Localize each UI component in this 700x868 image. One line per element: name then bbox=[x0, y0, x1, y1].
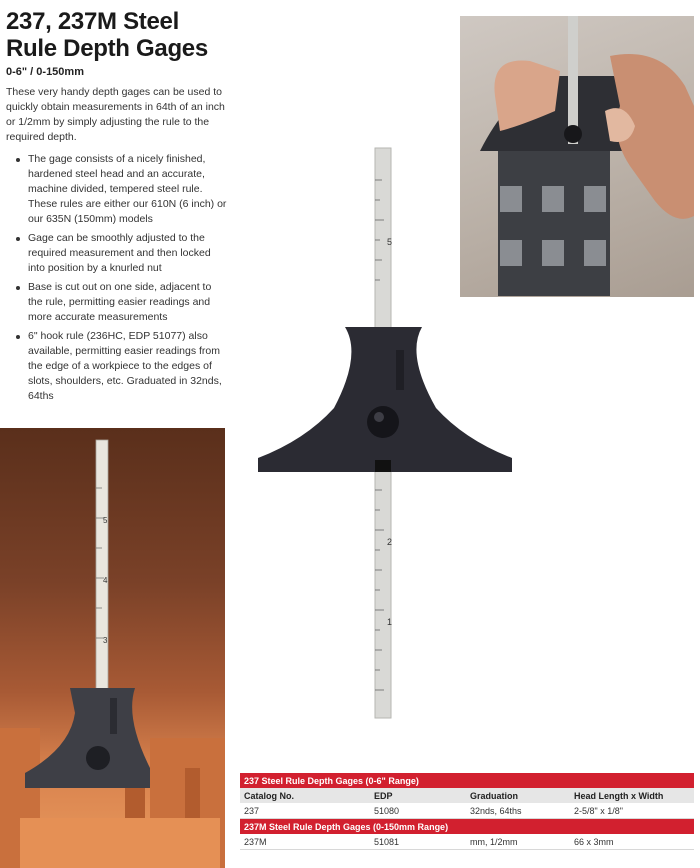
section-title-237: 237 Steel Rule Depth Gages (0-6" Range) bbox=[240, 773, 694, 788]
feature-text: Gage can be smoothly adjusted to the required measurement and then locked into position by a knurled nut bbox=[28, 232, 211, 274]
wood-gage-illustration bbox=[0, 428, 225, 868]
bullet-icon bbox=[16, 237, 20, 241]
cell-graduation: mm, 1/2mm bbox=[466, 834, 570, 850]
rule-number: 5 bbox=[103, 516, 108, 525]
title-line-1: 237, 237M Steel bbox=[6, 8, 179, 35]
rule-number: 3 bbox=[103, 636, 108, 645]
section-title-237m: 237M Steel Rule Depth Gages (0-150mm Range) bbox=[240, 819, 694, 835]
logo-stamp bbox=[396, 350, 404, 390]
table-row bbox=[240, 803, 694, 819]
cell-edp: 51081 bbox=[370, 834, 466, 850]
depth-gage-illustration bbox=[250, 140, 520, 730]
feature-item bbox=[6, 152, 228, 227]
col-header-edp: EDP bbox=[370, 788, 466, 803]
table-section-header bbox=[240, 773, 694, 788]
feature-list bbox=[6, 152, 228, 408]
col-header-head-size: Head Length x Width bbox=[570, 788, 694, 803]
feature-text: The gage consists of a nicely finished, hardened steel head and an accurate, machine divided, tempered steel rule. These rules are either our 610N (6 inch) or our 635N (150mm) models bbox=[28, 153, 227, 225]
table-section-header bbox=[240, 819, 694, 835]
knurled-nut-icon bbox=[367, 406, 399, 438]
bullet-icon bbox=[16, 158, 20, 162]
intro-paragraph: These very handy depth gages can be used to quickly obtain measurements in 64th of an inch or 1/2mm by simply adjusting the rule to the required depth. bbox=[6, 86, 225, 143]
feature-item bbox=[6, 280, 228, 325]
table-header-row bbox=[240, 788, 694, 803]
cell-graduation: 32nds, 64ths bbox=[466, 803, 570, 819]
rule-number: 5 bbox=[387, 237, 393, 247]
bullet-icon bbox=[16, 286, 20, 290]
cell-edp: 51080 bbox=[370, 803, 466, 819]
table-row bbox=[240, 834, 694, 850]
feature-item bbox=[6, 231, 228, 276]
bullet-icon bbox=[16, 335, 20, 339]
rule-number: 4 bbox=[103, 576, 108, 585]
cell-head-size: 2-5/8" x 1/8" bbox=[570, 803, 694, 819]
range-subtitle: 0-6" / 0-150mm bbox=[6, 66, 84, 78]
rule-number: 1 bbox=[387, 617, 393, 627]
feature-text: Base is cut out on one side, adjacent to the rule, permitting easier readings and more accurate measurements bbox=[28, 281, 212, 323]
feature-text: 6" hook rule (236HC, EDP 51077) also available, permitting easier readings from the edge of a workpiece to the edges of slots, shoulders, etc. Graduated in 32nds, 64ths bbox=[28, 330, 222, 402]
cell-catalog: 237M bbox=[240, 834, 370, 850]
gage-head bbox=[258, 327, 512, 472]
photo-gage-on-wood bbox=[0, 428, 225, 868]
page-title bbox=[6, 8, 256, 62]
title-line-2: Rule Depth Gages bbox=[6, 35, 208, 62]
col-header-graduation: Graduation bbox=[466, 788, 570, 803]
rule-slot bbox=[375, 460, 391, 472]
col-header-catalog: Catalog No. bbox=[240, 788, 370, 803]
product-depth-gage bbox=[250, 140, 520, 730]
spec-table bbox=[240, 773, 694, 850]
cell-head-size: 66 x 3mm bbox=[570, 834, 694, 850]
cell-catalog: 237 bbox=[240, 803, 370, 819]
feature-item bbox=[6, 329, 228, 404]
rule-number: 2 bbox=[387, 537, 393, 547]
